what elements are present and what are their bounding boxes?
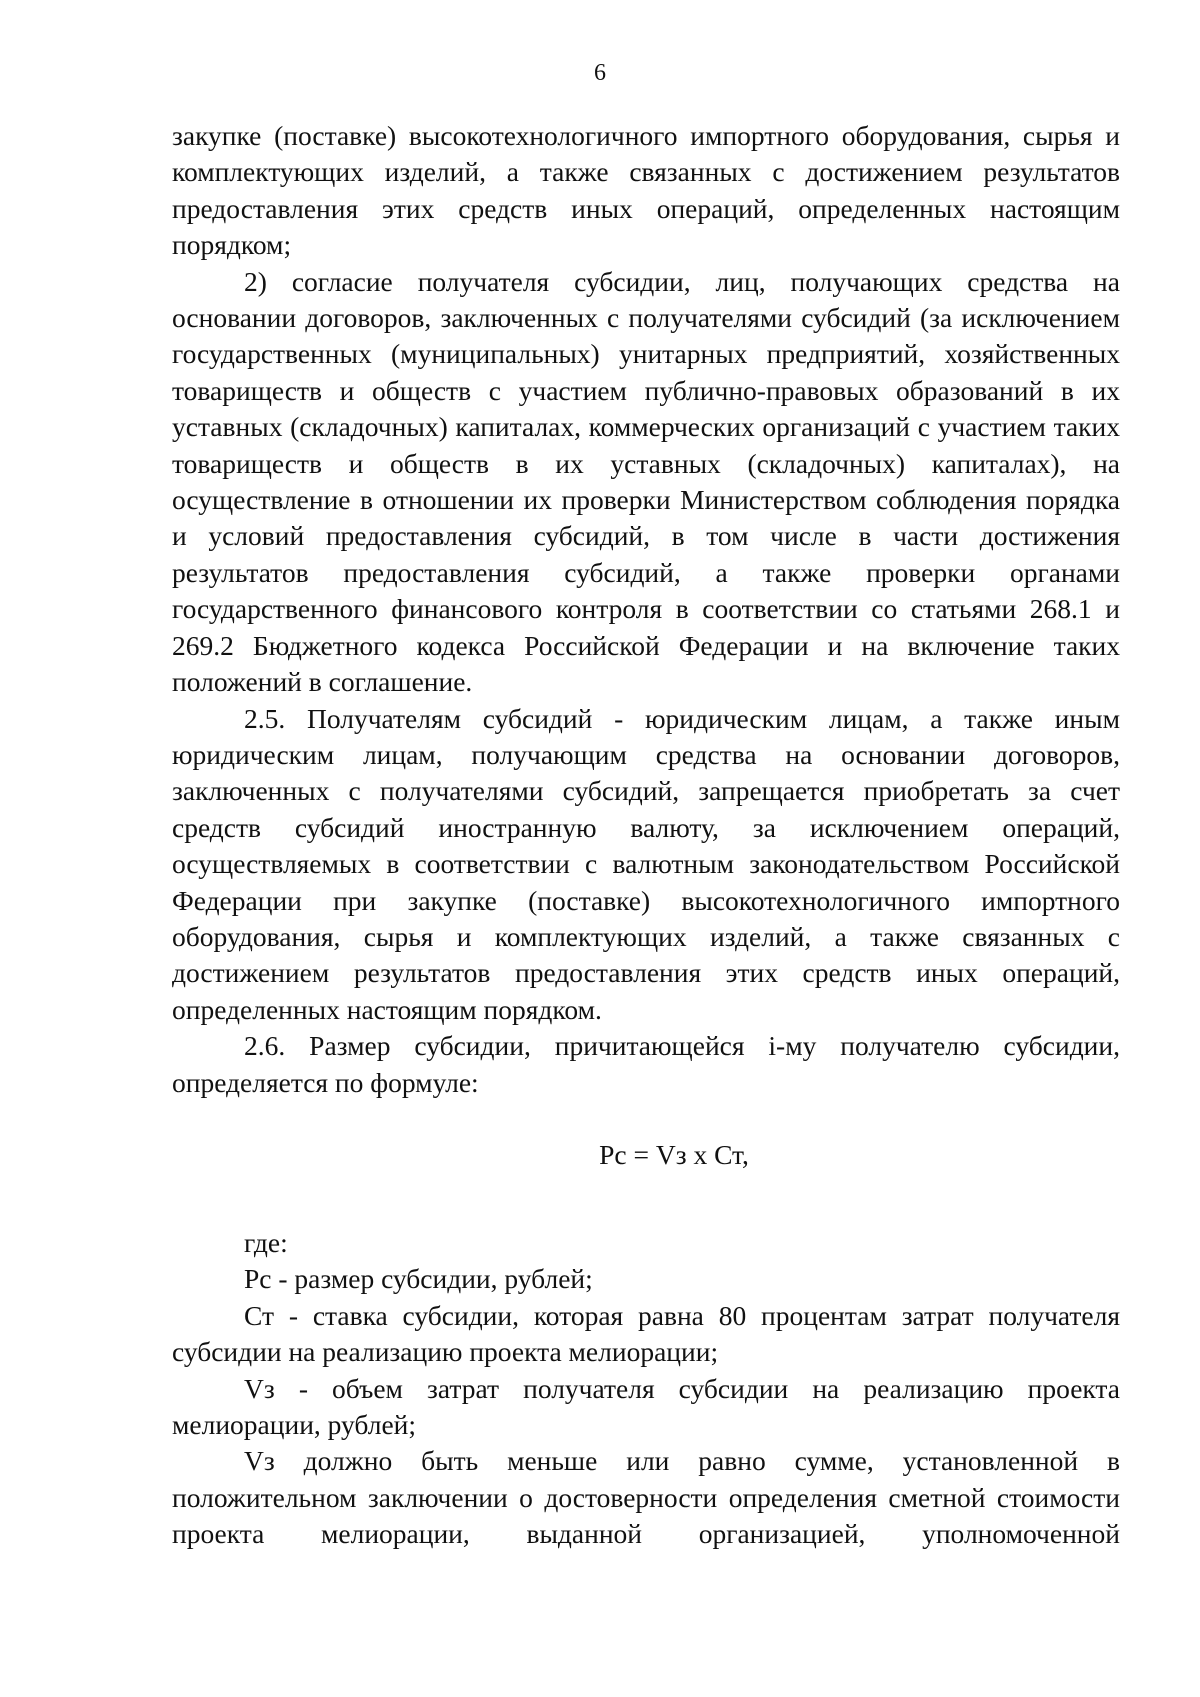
paragraph-item-2: 2) согласие получателя субсидии, лиц, получающих средства на основании договоров, заключенных с получателями субсидий (за исключением государственных (муниципальных) унитарных предприятий, хозяйственных товариществ и обществ с участием публично-правовых образований в их уставных (складочных) капиталах, коммерческих организаций с участием таких товариществ и обществ в их уставных (складочных) капиталах), на осуществление в отношении их проверки Министерством соблюдения порядка и условий предоставления субсидий, в том числе в части достижения результатов предоставления субсидий, а также проверки органами государственного финансового контроля в соответствии со статьями 268.1 и 269.2 Бюджетного кодекса Российской Федерации и на включение таких положений в соглашение. xyxy=(172,265,1120,698)
paragraph-2-6: 2.6. Размер субсидии, причитающейся i-му получателю субсидии, определяется по формуле: xyxy=(172,1030,1120,1098)
paragraph-2-5: 2.5. Получателям субсидий - юридическим лицам, а также иным юридическим лицам, получающим средства на основании договоров, заключенных с получателями субсидий, запрещается приобретать за счет средств субсидий иностранную валюту, за исключением операций, осуществляемых в соответствии с валютным законодательством Российской Федерации при закупке (поставке) высокотехнологичного импортного оборудования, сырья и комплектующих изделий, а также связанных с достижением результатов предоставления этих средств иных операций, определенных настоящим порядком. xyxy=(172,702,1120,1025)
definition-st: Ст - ставка субсидии, которая равна 80 процентам затрат получателя субсидии на реализацию проекта мелиорации; xyxy=(172,1299,1120,1368)
where-label: где: xyxy=(244,1226,288,1258)
page-number: 6 xyxy=(594,60,606,86)
document-body xyxy=(172,118,1120,1553)
paragraph-continuation: закупке (поставке) высокотехнологичного импортного оборудования, сырья и комплектующих изделий, а также связанных с достижением результатов предоставления этих средств иных операций, определенных настоящим порядком; xyxy=(172,120,1120,261)
definition-rc: Рс - размер субсидии, рублей; xyxy=(244,1263,593,1295)
subsidy-formula: Рс = Vз х Ст, xyxy=(599,1138,749,1170)
definition-vz: Vз - объем затрат получателя субсидии на реализацию проекта мелиорации, рублей; xyxy=(172,1372,1120,1440)
paragraph-vz-limit: Vз должно быть меньше или равно сумме, установленной в положительном заключении о достоверности определения сметной стоимости проекта мелиорации, выданной организацией, уполномоченной xyxy=(172,1445,1120,1550)
